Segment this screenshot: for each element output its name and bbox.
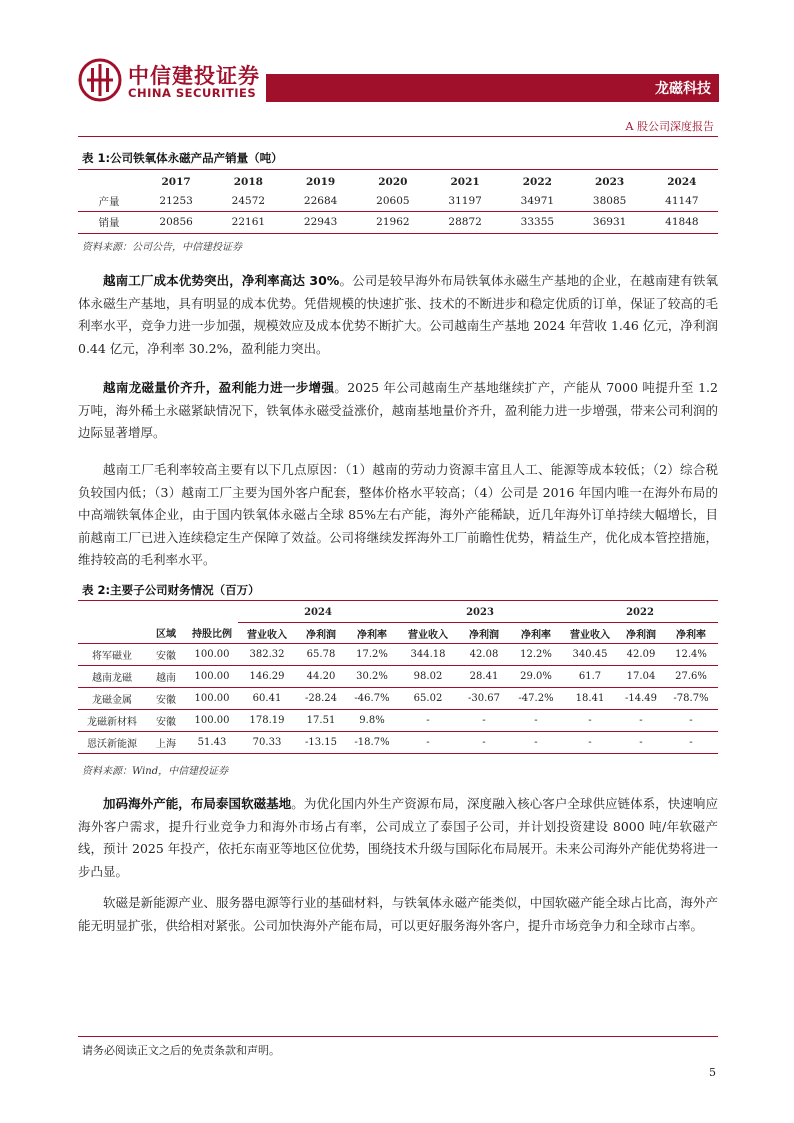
paragraph-body: 。公司是较早海外布局铁氧体永磁生产基地的企业，在越南建有铁氧体永磁生产基地，具有明显的成本优势。凭借规模的快速扩张、技术的不断进步和稳定优质的订单，保证了较高的毛利率水平，竞争力进一步加强，规模效应及成本优势不断扩大。公司越南生产基地 2024 年营收 1.46 亿元，净利润 0.44 亿元，净利率 30.2%，盈利能力突出。 [78,273,718,356]
column-header: 持股比例 [186,623,238,644]
table-row [78,191,718,212]
table-cell: - [618,710,664,732]
table-cell: 178.19 [238,710,296,732]
column-header: 营业收入 [238,623,296,644]
table-cell: 42.08 [458,644,510,666]
table-cell: 33355 [520,216,555,228]
table2-name-header [78,623,146,644]
paragraph-vietnam-cost [78,270,718,360]
row-label: 销量 [98,216,120,229]
table-cell: 21253 [140,191,212,212]
table1-year: 2020 [378,175,408,188]
paragraph-body: 。2025 年公司越南生产基地继续扩产，产能从 7000 吨提升至 1.2 万吨，海外稀土永磁紧缺情况下，铁氧体永磁受益涨价，越南基地量价齐升，盈利能力进一步增强，带来公司利润的边际显著增厚。 [78,380,718,440]
table-cell: 28.41 [458,666,510,688]
table-cell: 安徽 [146,710,186,732]
table-cell: 22943 [303,216,338,228]
table-cell: 22684 [285,191,357,212]
table2-corner [78,602,238,623]
page-number: 5 [709,1066,716,1079]
table2-header-row [78,623,718,644]
company-name: 龙磁科技 [655,81,711,97]
column-header: 净利润 [296,623,346,644]
table-cell: -14.49 [618,688,664,710]
table-cell: 17.2% [346,644,398,666]
table-cell: 22161 [231,216,266,228]
table2-top-rule [78,600,718,601]
column-header: 营业收入 [562,623,618,644]
subsidiary-finance-table [78,602,718,754]
table1-title: 表 1:公司铁氧体永磁产品产销量（吨） [82,151,283,165]
table-cell: 21962 [376,216,410,228]
table-cell: -28.24 [296,688,346,710]
paragraph-body: 越南工厂毛利率较高主要有以下几点原因：（1）越南的劳动力资源丰富且人工、能源等成本较低；（2）综合税负较国内低；（3）越南工厂主要为国外客户配套，整体价格水平较高；（4）公司是 2016 年国内唯一在海外布局的中高端铁氧体企业，由于国内铁氧体永磁占全球 85%左右产能，海外产能稀缺，近几年海外订单持续大幅增长，目前越南工厂已进入连续稳定生产保障了效益。公司将继续发挥海外工厂前瞻性优势，精益生产，优化成本管控措施，维持较高的毛利率水平。 [78,462,718,567]
table-cell: 61.7 [562,666,618,688]
table-cell: 38085 [574,191,646,212]
table-cell: 安徽 [146,688,186,710]
production-sales-table [78,172,718,232]
table2-title: 表 2:主要子公司财务情况（百万） [82,583,260,597]
table-cell: 44.20 [296,666,346,688]
table-cell: 146.29 [238,666,296,688]
table-cell: 12.2% [510,644,562,666]
table-cell: - [510,732,562,754]
table-cell: 17.51 [296,710,346,732]
table-row [78,212,718,233]
table-cell: - [562,710,618,732]
table-cell: 34971 [501,191,573,212]
column-header: 净利率 [664,623,718,644]
table-cell: - [664,710,718,732]
header-bar [266,74,719,102]
column-header: 净利润 [618,623,664,644]
table-cell: 65.78 [296,644,346,666]
table-row [78,666,718,688]
table-row [78,644,718,666]
table-cell: 100.00 [186,666,238,688]
table-cell: 24572 [212,191,284,212]
table-cell: 安徽 [146,644,186,666]
subsidiary-name: 龙磁新材料 [78,710,146,732]
table-cell: -78.7% [664,688,718,710]
paragraph-lead: 越南工厂成本优势突出，净利率高达 30% [103,273,340,288]
table-row [78,732,718,754]
paragraph-vietnam-growth [78,377,718,445]
table2-source: 资料来源：Wind，中信建投证券 [82,766,229,777]
paragraph-thailand-expansion [78,793,718,883]
year-group-2024: 2024 [238,602,398,623]
table-cell: - [510,710,562,732]
table-cell: 60.41 [238,688,296,710]
paragraph-margin-reasons [78,459,718,572]
year-group-2022: 2022 [562,602,718,623]
disclaimer-note: 请务必阅读正文之后的免责条款和声明。 [82,1044,280,1057]
subsidiary-name: 越南龙磁 [78,666,146,688]
table-cell: 上海 [146,732,186,754]
column-header: 营业收入 [398,623,458,644]
report-type: A 股公司深度报告 [625,120,714,133]
table1-year: 2021 [450,175,480,188]
table-cell: 31197 [429,191,501,212]
paragraph-body: 。为优化国内外生产资源布局，深度融入核心客户全球供应链体系，快速响应海外客户需求，提升行业竞争力和海外市场占有率，公司成立了泰国子公司，并计划投资建设 8000 吨/年软磁产线，预计 2025 年投产，依托东南亚等地区位优势，围绕技术升级与国际化布局展开。未来公司海外产能优势将进一步凸显。 [78,796,718,879]
table-cell: - [562,732,618,754]
table-cell: - [618,732,664,754]
column-header: 区域 [146,623,186,644]
table-cell: 18.41 [562,688,618,710]
table1-header-row [78,172,718,191]
column-header: 净利率 [346,623,398,644]
table-cell: 30.2% [346,666,398,688]
table-cell: 70.33 [238,732,296,754]
table-cell: 98.02 [398,666,458,688]
table-row [78,710,718,732]
table1-year: 2017 [161,175,191,188]
subsidiary-name: 将军磁业 [78,644,146,666]
year-group-2023: 2023 [398,602,562,623]
table-cell: -18.7% [346,732,398,754]
table-cell: 382.32 [238,644,296,666]
table-cell: 340.45 [562,644,618,666]
china-securities-logo-icon [78,58,122,102]
column-header: 净利率 [510,623,562,644]
paragraph-lead: 加码海外产能，布局泰国软磁基地 [103,796,292,811]
table-cell: 41147 [646,191,718,212]
header-divider [78,136,718,137]
table-cell: 17.04 [618,666,664,688]
footer-divider [78,1036,718,1037]
table-cell: 41848 [665,216,699,228]
table-cell: 9.8% [346,710,398,732]
paragraph-body: 软磁是新能源产业、服务器电源等行业的基础材料，与铁氧体永磁产能类似，中国软磁产能全球占比高，海外产能无明显扩张，供给相对紧张。公司加快海外产能布局，可以更好服务海外客户，提升市场竞争力和全球市占率。 [78,895,718,933]
table1-year: 2019 [306,175,336,188]
brand-logo [78,58,260,104]
table-cell: -47.2% [510,688,562,710]
table2-year-row [78,602,718,623]
table-cell: -13.15 [296,732,346,754]
table-cell: 越南 [146,666,186,688]
table1-year: 2022 [522,175,552,188]
table1-corner [78,172,140,191]
table1-source: 资料来源：公司公告，中信建投证券 [82,242,242,253]
table-cell: 36931 [592,216,627,228]
table1-top-rule [78,169,718,170]
table-cell: -30.67 [458,688,510,710]
table1-year: 2023 [595,175,625,188]
row-label: 产量 [78,191,140,212]
table-cell: - [664,732,718,754]
table-cell: - [458,710,510,732]
table-cell: -46.7% [346,688,398,710]
table-cell: 42.09 [618,644,664,666]
table-cell: 65.02 [398,688,458,710]
logo-english-name: CHINA SECURITIES [128,86,257,100]
table1-bottom-rule [78,233,718,234]
paragraph-lead: 越南龙磁量价齐升，盈利能力进一步增强 [103,380,335,395]
table-cell: 29.0% [510,666,562,688]
table1-year: 2018 [233,175,263,188]
table-cell: 28872 [448,216,482,228]
paragraph-soft-magnet [78,892,718,937]
table-cell: 20856 [159,216,193,228]
column-header: 净利润 [458,623,510,644]
subsidiary-name: 龙磁金属 [78,688,146,710]
table-cell: 27.6% [664,666,718,688]
table-cell: - [398,732,458,754]
table-cell: - [458,732,510,754]
table-cell: 100.00 [186,710,238,732]
table-cell: 100.00 [186,688,238,710]
subsidiary-name: 恩沃新能源 [78,732,146,754]
table-cell: 344.18 [398,644,458,666]
logo-chinese-name: 中信建投证券 [128,64,260,88]
table-cell: 100.00 [186,644,238,666]
table-cell: 51.43 [186,732,238,754]
table-row [78,688,718,710]
table1-year: 2024 [667,175,697,188]
table-cell: 12.4% [664,644,718,666]
table-cell: - [398,710,458,732]
table-cell: 20605 [357,191,429,212]
